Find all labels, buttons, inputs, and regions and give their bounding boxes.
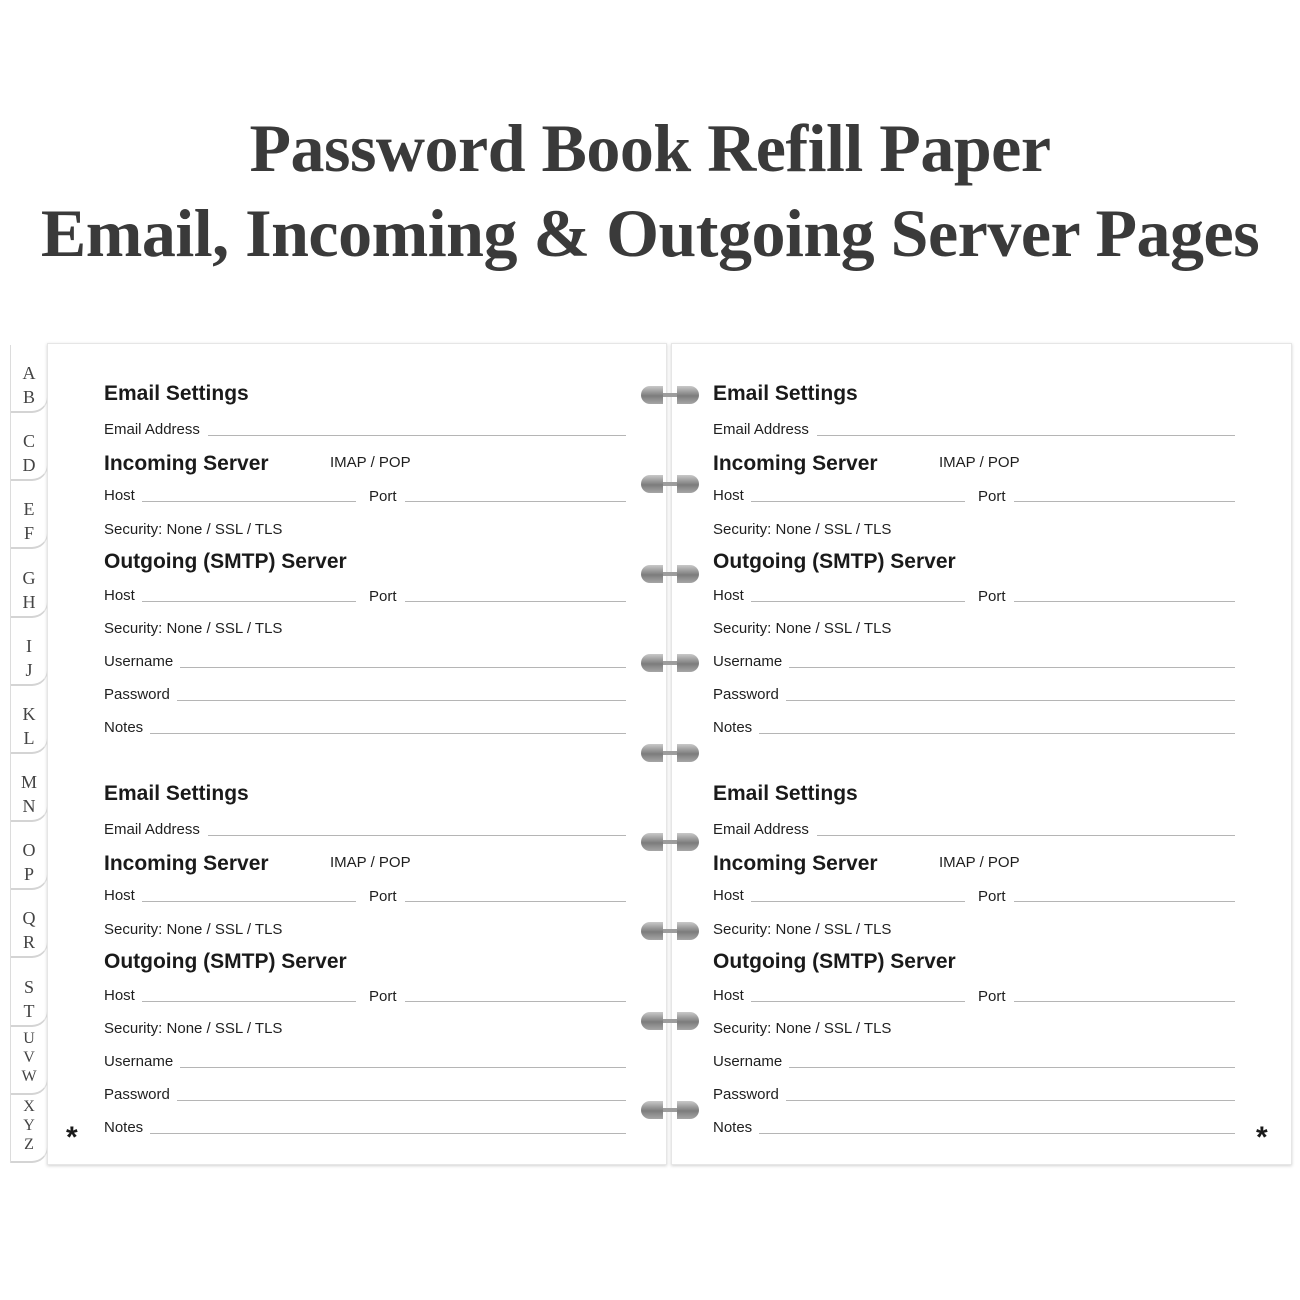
outgoing-port-line[interactable] bbox=[1014, 1001, 1235, 1002]
username-label: Username bbox=[713, 653, 783, 670]
incoming-host-line[interactable] bbox=[142, 901, 356, 902]
tab-letter: M bbox=[20, 772, 37, 792]
binder-ring-icon bbox=[641, 565, 699, 583]
incoming-security-label: Security: None / SSL / TLS bbox=[713, 521, 892, 538]
page-subtitle: Email, Incoming & Outgoing Server Pages bbox=[40, 195, 1260, 271]
notes-label: Notes bbox=[713, 719, 753, 736]
tab-letter: Z bbox=[24, 1135, 34, 1153]
email-address-label: Email Address bbox=[713, 821, 809, 838]
incoming-server-heading: Incoming Server bbox=[104, 452, 269, 475]
alphabet-tab[interactable] bbox=[11, 618, 48, 686]
username-label: Username bbox=[713, 1053, 783, 1070]
tab-letter: U bbox=[23, 1029, 35, 1047]
password-line[interactable] bbox=[786, 700, 1235, 701]
username-line[interactable] bbox=[789, 1067, 1235, 1068]
alphabet-tab[interactable] bbox=[11, 959, 48, 1027]
email-settings-heading: Email Settings bbox=[713, 382, 858, 405]
incoming-port-label: Port bbox=[369, 488, 397, 505]
incoming-host-line[interactable] bbox=[751, 901, 965, 902]
right-page-asterisk: * bbox=[1256, 1121, 1268, 1154]
alphabet-tab[interactable] bbox=[11, 1027, 48, 1095]
binder-ring-icon bbox=[641, 386, 699, 404]
outgoing-host-label: Host bbox=[713, 987, 744, 1004]
incoming-port-label: Port bbox=[978, 888, 1006, 905]
incoming-host-label: Host bbox=[713, 487, 744, 504]
incoming-host-label: Host bbox=[104, 487, 135, 504]
outgoing-host-line[interactable] bbox=[142, 601, 356, 602]
email-address-line[interactable] bbox=[817, 835, 1235, 836]
notes-label: Notes bbox=[713, 1119, 753, 1136]
tab-letter: J bbox=[25, 659, 33, 680]
binder-ring-icon bbox=[641, 833, 699, 851]
username-label: Username bbox=[104, 1053, 174, 1070]
outgoing-port-label: Port bbox=[369, 988, 397, 1005]
tab-letter: O bbox=[22, 840, 36, 861]
tab-letter: C bbox=[22, 431, 35, 452]
incoming-port-line[interactable] bbox=[405, 501, 626, 502]
outgoing-port-label: Port bbox=[978, 988, 1006, 1005]
alphabet-tab[interactable] bbox=[11, 550, 48, 618]
incoming-port-label: Port bbox=[369, 888, 397, 905]
email-address-line[interactable] bbox=[208, 435, 626, 436]
username-line[interactable] bbox=[789, 667, 1235, 668]
email-settings-section bbox=[713, 746, 1235, 1146]
outgoing-port-line[interactable] bbox=[405, 1001, 626, 1002]
notes-line[interactable] bbox=[759, 1133, 1235, 1134]
outgoing-server-heading: Outgoing (SMTP) Server bbox=[104, 950, 347, 973]
outgoing-host-label: Host bbox=[713, 587, 744, 604]
password-label: Password bbox=[104, 1086, 170, 1103]
outgoing-security-label: Security: None / SSL / TLS bbox=[104, 1020, 283, 1037]
incoming-host-line[interactable] bbox=[751, 501, 965, 502]
password-label: Password bbox=[713, 1086, 779, 1103]
alphabet-tab[interactable] bbox=[11, 481, 48, 549]
incoming-port-line[interactable] bbox=[1014, 901, 1235, 902]
tab-letter: A bbox=[22, 363, 36, 383]
incoming-server-heading: Incoming Server bbox=[104, 852, 269, 875]
email-settings-section bbox=[104, 346, 626, 746]
email-address-line[interactable] bbox=[208, 835, 626, 836]
left-page-asterisk: * bbox=[66, 1121, 78, 1154]
email-address-label: Email Address bbox=[104, 821, 200, 838]
outgoing-host-line[interactable] bbox=[751, 1001, 965, 1002]
binder-ring-icon bbox=[641, 654, 699, 672]
incoming-security-label: Security: None / SSL / TLS bbox=[104, 921, 283, 938]
incoming-protocol-label: IMAP / POP bbox=[330, 454, 411, 471]
email-settings-section bbox=[104, 746, 626, 1146]
alphabet-tab[interactable] bbox=[11, 345, 48, 413]
password-line[interactable] bbox=[177, 1100, 626, 1101]
alphabet-tab[interactable] bbox=[11, 1095, 48, 1163]
incoming-server-heading: Incoming Server bbox=[713, 452, 878, 475]
incoming-protocol-label: IMAP / POP bbox=[939, 854, 1020, 871]
notes-label: Notes bbox=[104, 1119, 144, 1136]
outgoing-server-heading: Outgoing (SMTP) Server bbox=[713, 550, 956, 573]
password-label: Password bbox=[713, 686, 779, 703]
outgoing-server-heading: Outgoing (SMTP) Server bbox=[713, 950, 956, 973]
email-address-label: Email Address bbox=[104, 421, 200, 438]
tab-letter: Q bbox=[22, 908, 36, 929]
email-settings-section bbox=[713, 346, 1235, 746]
email-address-line[interactable] bbox=[817, 435, 1235, 436]
incoming-server-heading: Incoming Server bbox=[713, 852, 878, 875]
incoming-port-line[interactable] bbox=[405, 901, 626, 902]
outgoing-host-label: Host bbox=[104, 987, 135, 1004]
incoming-protocol-label: IMAP / POP bbox=[939, 454, 1020, 471]
outgoing-port-line[interactable] bbox=[1014, 601, 1235, 602]
outgoing-host-label: Host bbox=[104, 587, 135, 604]
email-settings-heading: Email Settings bbox=[104, 382, 249, 405]
password-line[interactable] bbox=[177, 700, 626, 701]
incoming-protocol-label: IMAP / POP bbox=[330, 854, 411, 871]
email-settings-heading: Email Settings bbox=[713, 782, 858, 805]
tab-letter: H bbox=[22, 591, 36, 612]
alphabet-tab-strip bbox=[10, 345, 49, 1163]
tab-letter: Y bbox=[23, 1116, 35, 1134]
tab-letter: S bbox=[23, 976, 34, 997]
email-settings-heading: Email Settings bbox=[104, 782, 249, 805]
notes-line[interactable] bbox=[150, 1133, 626, 1134]
tab-letter: G bbox=[22, 567, 36, 588]
tab-letter: T bbox=[23, 1000, 35, 1021]
page-title: Password Book Refill Paper bbox=[249, 110, 1051, 186]
tab-letter: I bbox=[26, 635, 32, 656]
tab-letter: K bbox=[22, 703, 36, 724]
outgoing-port-label: Port bbox=[369, 588, 397, 605]
binder-ring-icon bbox=[641, 1012, 699, 1030]
incoming-host-line[interactable] bbox=[142, 501, 356, 502]
notes-label: Notes bbox=[104, 719, 144, 736]
outgoing-port-label: Port bbox=[978, 588, 1006, 605]
username-line[interactable] bbox=[180, 667, 626, 668]
password-label: Password bbox=[104, 686, 170, 703]
binder-ring-icon bbox=[641, 1101, 699, 1119]
incoming-security-label: Security: None / SSL / TLS bbox=[713, 921, 892, 938]
outgoing-security-label: Security: None / SSL / TLS bbox=[713, 1020, 892, 1037]
binder-ring-icon bbox=[641, 744, 699, 762]
notes-line[interactable] bbox=[759, 733, 1235, 734]
tab-letter: F bbox=[23, 523, 34, 544]
username-label: Username bbox=[104, 653, 174, 670]
tab-letter: W bbox=[21, 1067, 37, 1085]
incoming-security-label: Security: None / SSL / TLS bbox=[104, 521, 283, 538]
outgoing-port-line[interactable] bbox=[405, 601, 626, 602]
outgoing-server-heading: Outgoing (SMTP) Server bbox=[104, 550, 347, 573]
tab-letter: R bbox=[22, 932, 35, 953]
outgoing-host-line[interactable] bbox=[142, 1001, 356, 1002]
tab-letter: N bbox=[22, 796, 36, 816]
binder-ring-icon bbox=[641, 922, 699, 940]
notes-line[interactable] bbox=[150, 733, 626, 734]
email-address-label: Email Address bbox=[713, 421, 809, 438]
alphabet-tab[interactable] bbox=[11, 686, 48, 754]
alphabet-tab[interactable] bbox=[11, 822, 48, 890]
outgoing-host-line[interactable] bbox=[751, 601, 965, 602]
alphabet-tab[interactable] bbox=[11, 890, 48, 958]
alphabet-tab[interactable] bbox=[11, 754, 48, 822]
incoming-port-label: Port bbox=[978, 488, 1006, 505]
tab-letter: E bbox=[23, 499, 35, 520]
tab-letter: D bbox=[22, 455, 36, 476]
outgoing-security-label: Security: None / SSL / TLS bbox=[104, 620, 283, 637]
incoming-port-line[interactable] bbox=[1014, 501, 1235, 502]
incoming-host-label: Host bbox=[713, 887, 744, 904]
tab-letter: V bbox=[23, 1048, 35, 1066]
tab-letter: P bbox=[23, 864, 34, 885]
alphabet-tab[interactable] bbox=[11, 413, 48, 481]
outgoing-security-label: Security: None / SSL / TLS bbox=[713, 620, 892, 637]
tab-letter: B bbox=[22, 387, 35, 407]
tab-letter: L bbox=[23, 727, 35, 748]
binder-ring-icon bbox=[641, 475, 699, 493]
incoming-host-label: Host bbox=[104, 887, 135, 904]
tab-letter: X bbox=[23, 1097, 35, 1115]
password-line[interactable] bbox=[786, 1100, 1235, 1101]
username-line[interactable] bbox=[180, 1067, 626, 1068]
